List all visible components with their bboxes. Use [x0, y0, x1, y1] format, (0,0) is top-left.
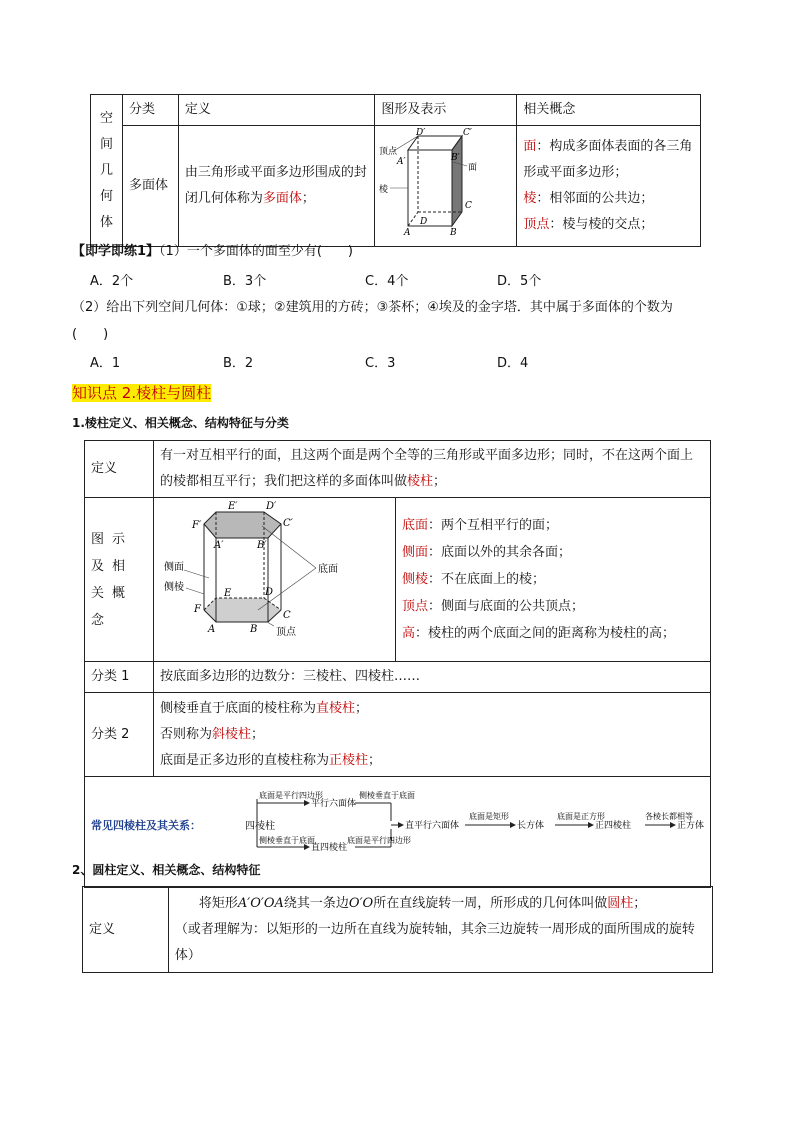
q2-option-c: C．3 — [365, 356, 396, 371]
concept-text: ：构成多面体表面的各三角形或平面多边形； — [523, 139, 693, 180]
concept-vertex — [523, 212, 694, 238]
prism-def-label: 定义 — [85, 441, 154, 498]
prism-label-vertex: 顶点 — [276, 627, 296, 638]
cyl-post: 所在直线旋转一周，所形成的几何体叫做 — [373, 895, 608, 911]
label-face: 面 — [468, 163, 478, 173]
edge-lateral-perp-2: 侧棱垂直于底面 — [359, 791, 415, 800]
class2-pre: 否则称为 — [160, 726, 213, 742]
prism-label-e: E — [224, 588, 232, 599]
label-edge: 棱 — [379, 185, 389, 195]
concept-edge — [523, 186, 694, 212]
cube-figure — [375, 126, 516, 236]
class2-pre: 底面是正多边形的直棱柱称为 — [160, 752, 330, 768]
q2-option-d: D．4 — [497, 356, 529, 371]
polyhedron-figure-cell — [375, 126, 517, 247]
prism-concept — [402, 512, 704, 539]
q1-option-c: C．4个 — [365, 274, 409, 289]
prism-label-b1: B′ — [257, 540, 267, 551]
class2-label: 分类 2 — [85, 693, 154, 777]
label-b1: B′ — [451, 153, 461, 163]
prism-concepts — [396, 498, 711, 662]
class1-label: 分类 1 — [85, 662, 154, 693]
polyhedron-concepts — [517, 126, 701, 247]
cyl-mid: 绕其一条边 — [283, 895, 349, 911]
edge-parallelogram-base: 底面是平行四边形 — [259, 791, 323, 800]
class1-text: 按底面多边形的边数分：三棱柱、四棱柱…… — [154, 662, 711, 693]
class2-post: ； — [355, 700, 369, 716]
header-definition: 定义 — [178, 95, 375, 126]
edge-parallelogram-base-2: 底面是平行四边形 — [347, 836, 411, 845]
label-b: B — [450, 228, 458, 236]
prism-concept-term: 侧面 — [402, 545, 429, 560]
prism-label-a1: A′ — [214, 540, 224, 551]
prism-fig-label: 图示及相关概念 — [85, 498, 154, 662]
class2-content — [154, 693, 711, 777]
prism-concept — [402, 566, 704, 593]
class2-term: 直棱柱 — [316, 700, 356, 716]
kp-title: 2.棱柱与圆柱 — [121, 384, 212, 402]
prism-concept — [402, 539, 704, 566]
concept-text: ：相邻面的公共边； — [536, 191, 654, 206]
prism-concept-text: ：侧面与底面的公共顶点； — [428, 599, 585, 614]
cylinder-def-line1 — [175, 891, 706, 917]
node-cube: 正方体 — [677, 821, 705, 831]
polyhedron-table — [90, 94, 701, 247]
prism-table — [84, 440, 711, 888]
vertical-char: 体 — [99, 214, 113, 230]
header-figure: 图形及表示 — [375, 95, 517, 126]
prism-def-text: 有一对互相平行的面，且这两个面是两个全等的三角形或平面多边形；同时，不在这两个面上的棱都相互平行；我们把这样的多面体叫做 — [160, 448, 694, 489]
cyl-pre: 将矩形 — [198, 895, 238, 911]
prism-figure — [154, 498, 395, 651]
label-c1: C′ — [463, 128, 473, 138]
q1-option-a: A．2个 — [90, 274, 134, 289]
class2-line — [160, 748, 704, 774]
prism-label-base: 底面 — [318, 564, 338, 575]
exercise-q1-text: （1）一个多面体的面至少有( ) — [159, 244, 353, 259]
exercise-title: 【即学即练1】 — [72, 244, 160, 259]
prism-concept-text: ：两个互相平行的面； — [428, 518, 559, 533]
def-term: 多面体 — [262, 191, 302, 206]
exercise-q2-line2: ( ) — [72, 327, 109, 342]
vertical-label-cell — [91, 95, 123, 247]
prism-concept — [402, 593, 704, 620]
prism-label-d: D — [265, 587, 274, 598]
q2-option-a: A．1 — [90, 356, 121, 371]
edge-square-base: 底面是正方形 — [557, 812, 605, 821]
label-a: A — [404, 228, 411, 236]
node-parallelepiped: 平行六面体 — [311, 799, 357, 809]
vertical-char: 几 — [99, 162, 113, 178]
prism-concept-term: 侧棱 — [402, 572, 429, 587]
section-title-prism: 1.棱柱定义、相关概念、结构特征与分类 — [72, 416, 289, 430]
cylinder-def-label: 定义 — [83, 887, 169, 973]
prism-label-side-face: 侧面 — [164, 562, 184, 573]
concept-term: 面 — [523, 139, 537, 154]
def-text: 由三角形或平面多边形围成的封闭几何体称为 — [184, 165, 367, 206]
q1-option-b: B．3个 — [223, 274, 267, 289]
node-regular-quad-prism: 正四棱柱 — [595, 821, 632, 831]
label-d: D — [420, 217, 428, 227]
prism-def-post: ； — [433, 474, 447, 489]
exercise-q1 — [72, 242, 353, 262]
prism-label-b: B — [250, 624, 258, 635]
vertical-char: 何 — [99, 188, 113, 204]
class2-post: ； — [251, 726, 265, 742]
prism-label-d1: D′ — [266, 501, 277, 512]
prism-definition — [154, 441, 711, 498]
cylinder-definition — [168, 887, 712, 973]
concept-term: 顶点 — [523, 217, 550, 232]
vertical-char: 间 — [99, 136, 113, 152]
edge-lateral-perp: 侧棱垂直于底面 — [259, 836, 315, 845]
label-c: C — [465, 201, 473, 211]
q2-option-b: B．2 — [223, 356, 254, 371]
polyhedron-type: 多面体 — [122, 126, 178, 247]
prism-label-f: F — [194, 604, 201, 615]
cyl-rect-name: A′O′OA — [237, 895, 284, 911]
prism-concept-text: ：不在底面上的棱； — [428, 572, 546, 587]
edge-rect-base: 底面是矩形 — [469, 812, 509, 821]
concept-text: ：棱与棱的交点； — [549, 217, 654, 232]
node-char: 四棱柱 — [245, 821, 275, 832]
concept-face — [523, 134, 694, 186]
prism-concept-term: 顶点 — [402, 599, 429, 614]
exercise-q2-line1: （2）给出下列空间几何体：①球；②建筑用的方砖；③茶杯；④埃及的金字塔．其中属于多面体的个数为 — [72, 300, 673, 315]
prism-label-side-edge: 侧棱 — [164, 582, 184, 593]
kp-prefix: 知识点 — [72, 384, 122, 402]
node-char — [245, 819, 275, 832]
class2-post: ； — [368, 752, 382, 768]
prism-concept-text: ：底面以外的其余各面； — [428, 545, 572, 560]
header-concepts: 相关概念 — [517, 95, 701, 126]
class2-term: 斜棱柱 — [212, 726, 252, 742]
q1-option-d: D．5个 — [497, 274, 542, 289]
header-category: 分类 — [122, 95, 178, 126]
def-post: ； — [301, 191, 315, 206]
cylinder-table — [82, 886, 713, 973]
prism-label-f1: F′ — [192, 520, 202, 531]
class2-pre: 侧棱垂直于底面的棱柱称为 — [160, 700, 317, 716]
prism-label-c1: C′ — [283, 518, 293, 529]
cyl-axis-name: O′O — [348, 895, 374, 911]
prism-label-e1: E′ — [228, 501, 238, 512]
prism-concept-term: 高 — [402, 626, 416, 641]
node-right-parallelepiped: 直平行六面体 — [405, 821, 460, 831]
vertical-char: 空 — [99, 110, 113, 126]
prism-concept-text: ：棱柱的两个底面之间的距离称为棱柱的高； — [415, 626, 676, 641]
cylinder-def-line2: （或者理解为：以矩形的一边所在直线为旋转轴，其余三边旋转一周形成的面所围成的旋转体） — [174, 921, 695, 963]
node-cuboid: 长方体 — [517, 821, 545, 831]
prism-label-c: C — [283, 610, 291, 621]
cyl-term: 圆柱 — [607, 895, 634, 911]
class2-term: 正棱柱 — [329, 752, 369, 768]
prism-def-term: 棱柱 — [407, 474, 434, 489]
prism-figure-cell — [154, 498, 396, 662]
polyhedron-definition — [178, 126, 375, 247]
label-d1: D′ — [416, 128, 426, 138]
prism-concept-term: 底面 — [402, 518, 429, 533]
knowledge-point-heading — [72, 382, 211, 404]
edge-equal-edges: 各棱长都相等 — [645, 812, 693, 821]
prism-label-a: A — [208, 624, 216, 635]
node-quad-prism — [245, 819, 275, 832]
label-vertex: 顶点 — [379, 147, 398, 157]
concept-term: 棱 — [523, 191, 537, 206]
cyl-term-post: ； — [633, 895, 647, 911]
relation-title: 常见四棱柱及其关系： — [91, 819, 201, 832]
class2-line — [160, 696, 704, 722]
prism-concept — [402, 620, 704, 647]
node-right-quad-prism: 直四棱柱 — [311, 843, 348, 853]
class2-line — [160, 722, 704, 748]
section-title-cylinder: 2、圆柱定义、相关概念、结构特征 — [72, 863, 261, 877]
label-a1: A′ — [397, 157, 406, 167]
